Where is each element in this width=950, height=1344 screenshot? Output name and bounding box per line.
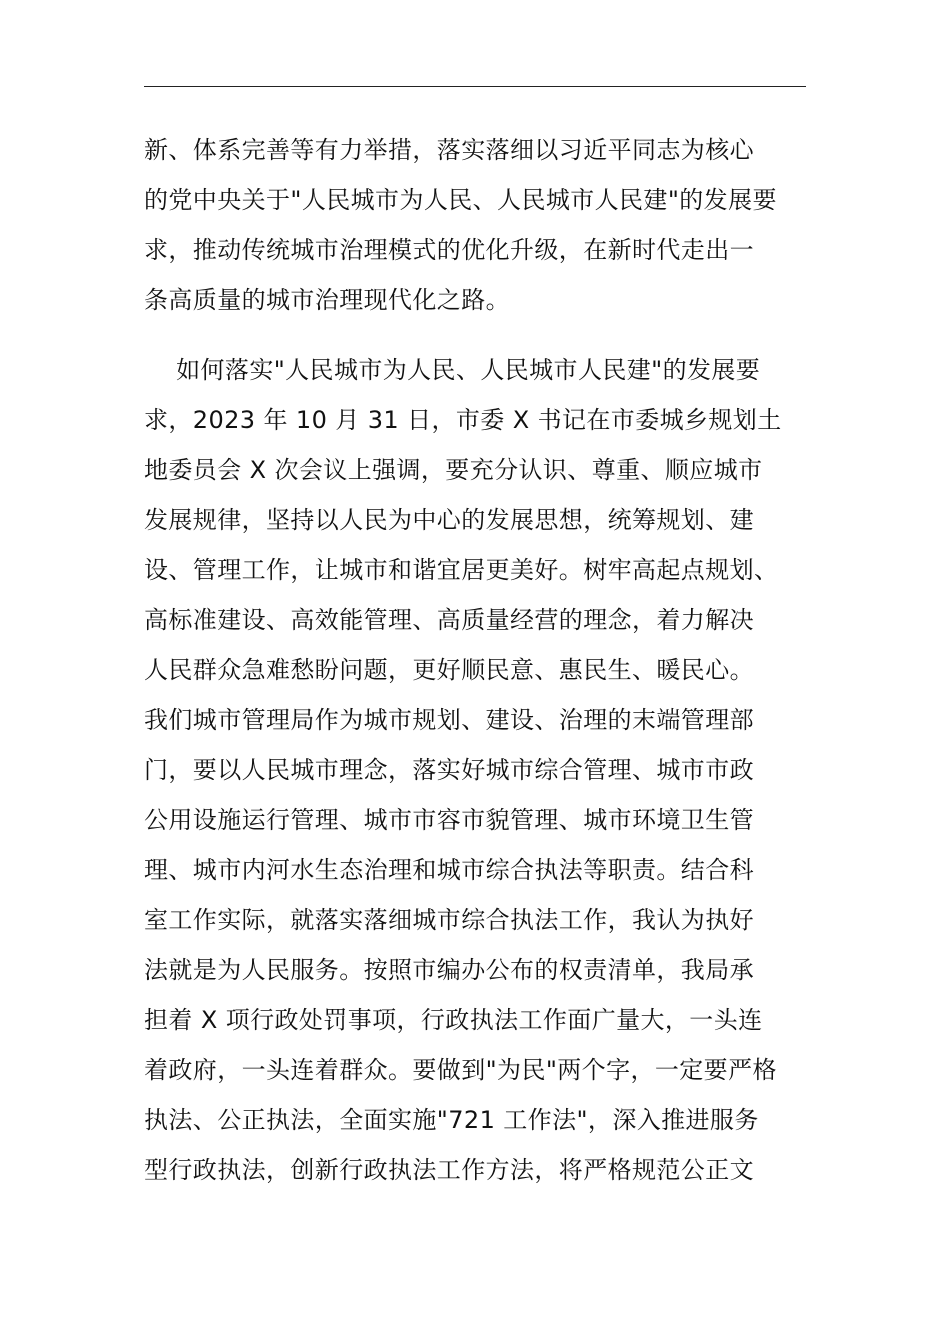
text-line: 高标准建设、高效能管理、高质量经营的理念，着力解决 xyxy=(144,606,754,634)
text-line: 担着 X 项行政处罚事项，行政执法工作面广量大，一头连 xyxy=(144,1006,763,1034)
text-line: 发展规律，坚持以人民为中心的发展思想，统筹规划、建 xyxy=(144,506,754,534)
text-line: 着政府，一头连着群众。要做到"为民"两个字，一定要严格 xyxy=(144,1056,777,1084)
text-line: 新、体系完善等有力举措，落实落细以习近平同志为核心 xyxy=(144,136,754,164)
text-line: 设、管理工作，让城市和谐宜居更美好。树牢高起点规划、 xyxy=(144,556,779,584)
text-line: 的党中央关于"人民城市为人民、人民城市人民建"的发展要 xyxy=(144,186,777,214)
text-line: 执法、公正执法，全面实施"721 工作法"，深入推进服务 xyxy=(144,1106,759,1134)
text-line: 公用设施运行管理、城市市容市貌管理、城市环境卫生管 xyxy=(144,806,754,834)
text-line: 求，推动传统城市治理模式的优化升级，在新时代走出一 xyxy=(144,236,754,264)
header-rule xyxy=(144,86,806,87)
text-line: 法就是为人民服务。按照市编办公布的权责清单，我局承 xyxy=(144,956,754,984)
text-line: 型行政执法，创新行政执法工作方法，将严格规范公正文 xyxy=(144,1156,754,1184)
text-line: 室工作实际，就落实落细城市综合执法工作，我认为执好 xyxy=(144,906,754,934)
text-line: 我们城市管理局作为城市规划、建设、治理的末端管理部 xyxy=(144,706,754,734)
text-line: 如何落实"人民城市为人民、人民城市人民建"的发展要 xyxy=(144,356,761,384)
text-line: 理、城市内河水生态治理和城市综合执法等职责。结合科 xyxy=(144,856,754,884)
paragraph-1 xyxy=(144,130,814,330)
text-line: 人民群众急难愁盼问题，更好顺民意、惠民生、暖民心。 xyxy=(144,656,754,684)
text-line: 门，要以人民城市理念，落实好城市综合管理、城市市政 xyxy=(144,756,754,784)
paragraph-2 xyxy=(144,350,814,1200)
text-line: 地委员会 X 次会议上强调，要充分认识、尊重、顺应城市 xyxy=(144,456,763,484)
text-line: 求，2023 年 10 月 31 日，市委 X 书记在市委城乡规划土 xyxy=(144,406,782,434)
text-line: 条高质量的城市治理现代化之路。 xyxy=(144,286,510,314)
